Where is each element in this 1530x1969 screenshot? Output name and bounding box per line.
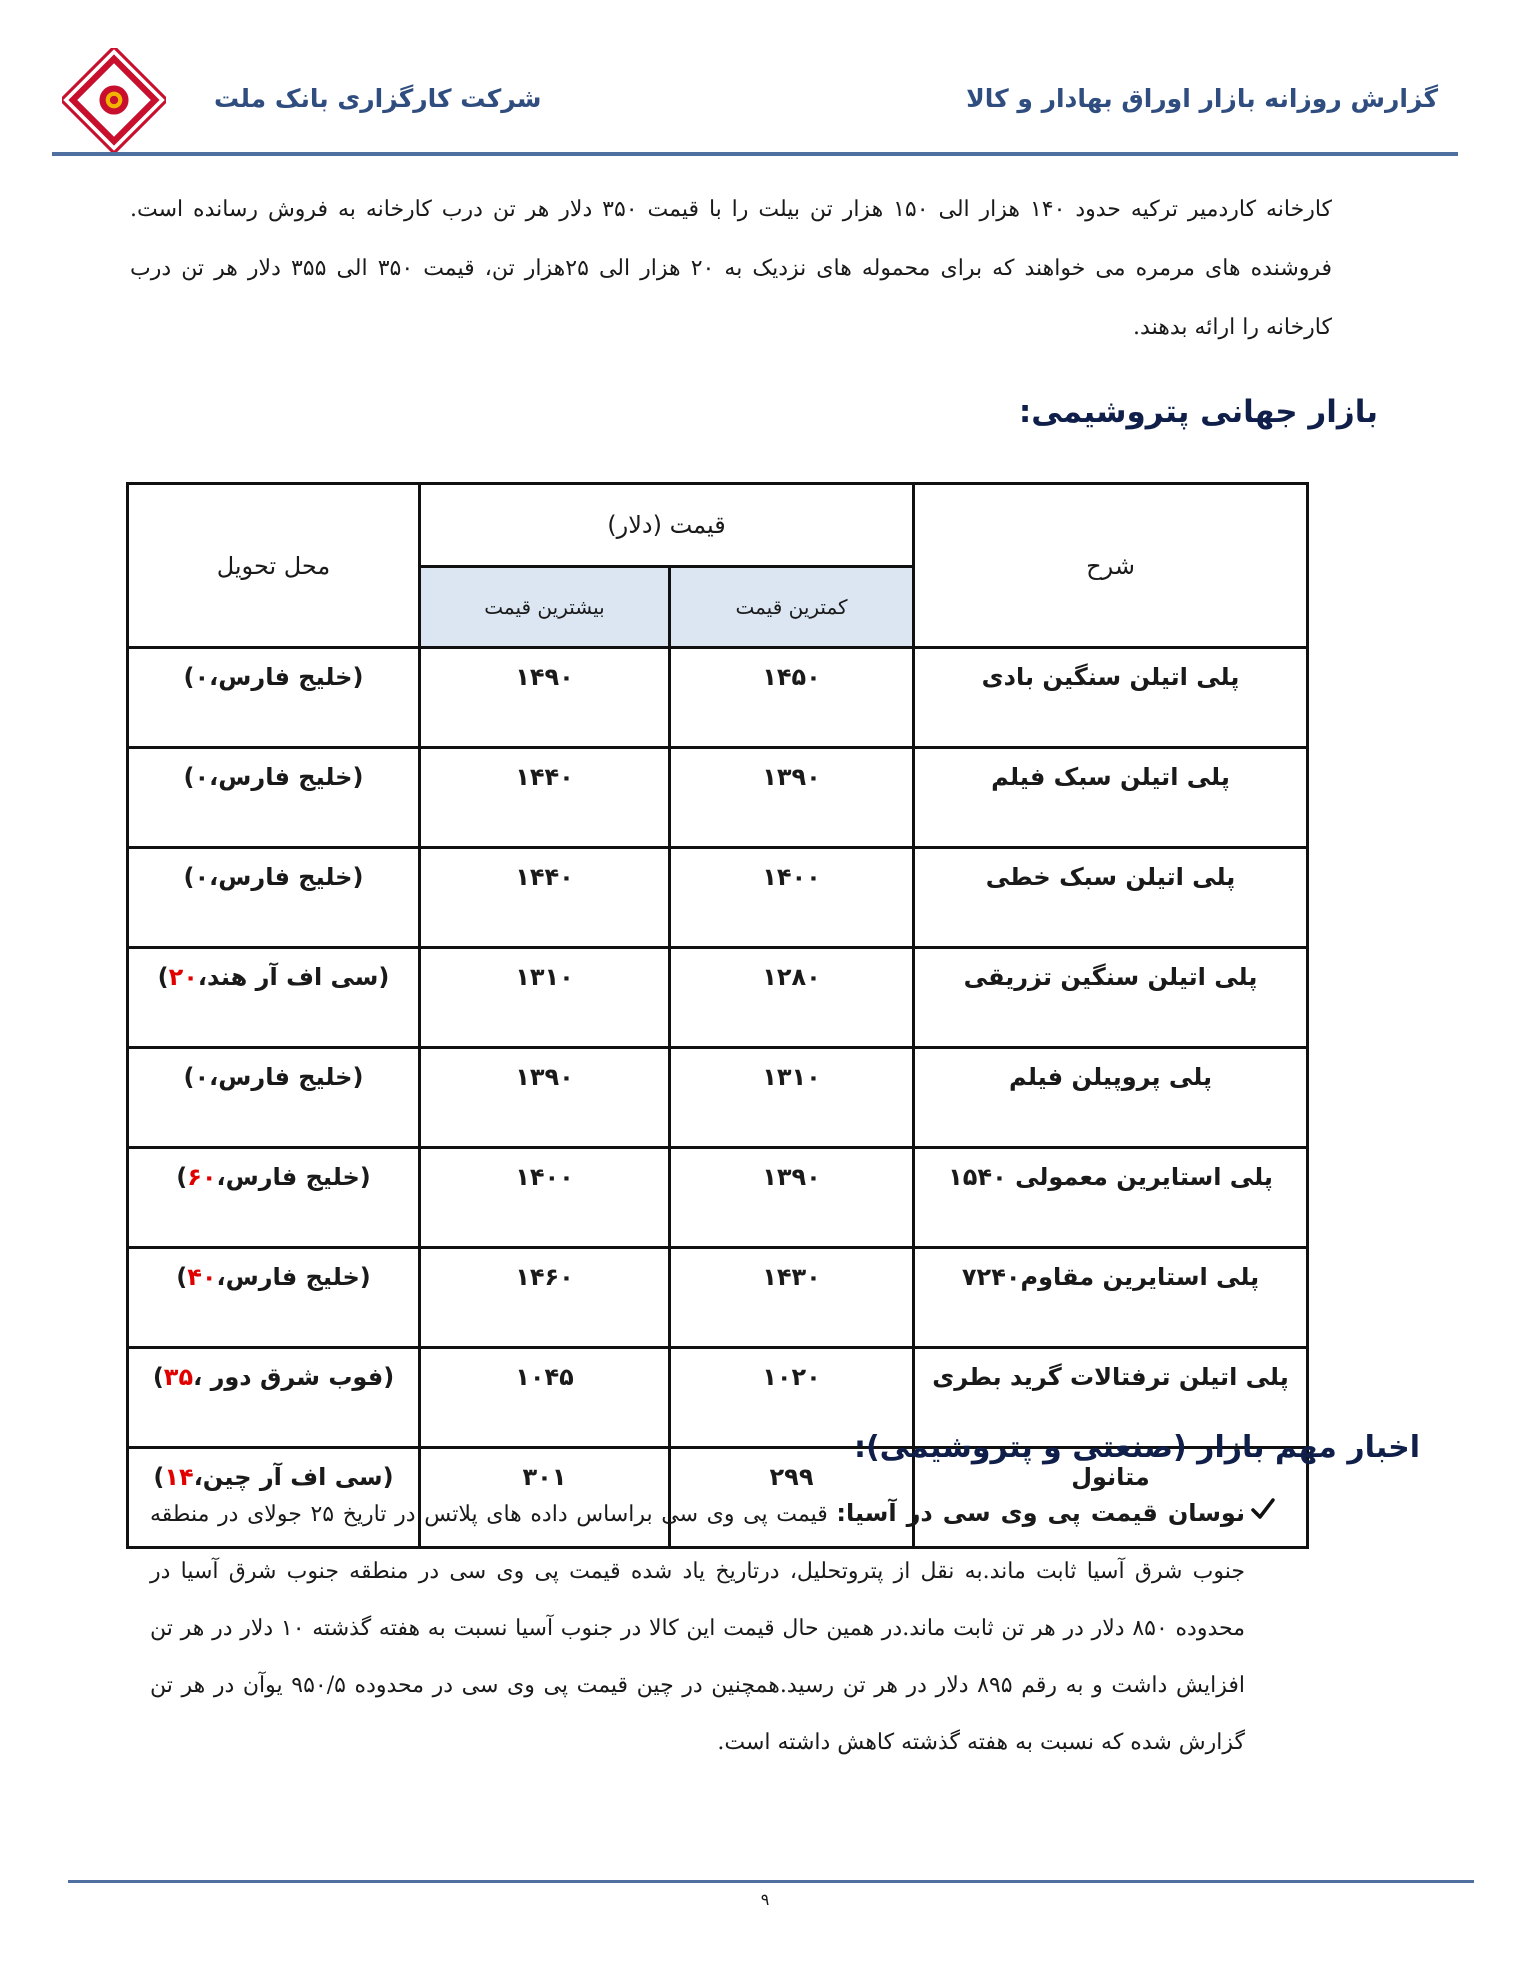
row-max-price: ۱۴۴۰ — [420, 848, 670, 948]
delivery-place: (خلیج فارس، — [209, 1063, 364, 1091]
delivery-number: ۱۴ — [164, 1463, 194, 1491]
bank-mellat-logo-icon — [62, 48, 166, 152]
delivery-number: ۶۰ — [187, 1163, 217, 1191]
delivery-close: ) — [157, 963, 169, 991]
delivery-number: ۳۵ — [163, 1363, 194, 1391]
row-delivery — [128, 848, 420, 948]
delivery-number: ۰ — [194, 763, 210, 791]
table-body — [128, 648, 1308, 1548]
row-min-price: ۱۲۸۰ — [670, 948, 914, 1048]
row-min-price: ۱۳۹۰ — [670, 748, 914, 848]
row-max-price: ۱۴۰۰ — [420, 1148, 670, 1248]
news-item-body: قیمت پی وی سی براساس داده های پلاتس در تاریخ ۲۵ جولای در منطقه جنوب شرق آسیا ثابت ماند.به نقل از پتروتحلیل، درتاریخ یاد شده قیمت پی وی سی در منطقه جنوب شرق آسیا در محدوده ۸۵۰ دلار در هر تن ثابت ماند.در همین حال قیمت این کالا در جنوب آسیا نسبت به هفته گذشته ۱۰ دلار در هر تن افزایش داشت و به رقم ۸۹۵ دلار در هر تن رسید.همچنین در چین قیمت پی وی سی در محدوده ۹۵۰/۵ یوآن در هر تن گزارش شده که نسبت به هفته گذشته کاهش داشته است. — [150, 1502, 1245, 1755]
table-row — [128, 1048, 1308, 1148]
delivery-place: (خلیج فارس، — [209, 763, 364, 791]
row-name: پلی اتیلن سنگین بادی — [914, 648, 1308, 748]
delivery-number: ۴۰ — [187, 1263, 217, 1291]
delivery-place: (سی اف آر چین، — [193, 1463, 394, 1491]
table-row — [128, 848, 1308, 948]
report-title: گزارش روزانه بازار اوراق بهادار و کالا — [966, 84, 1438, 113]
delivery-number: ۰ — [194, 663, 210, 691]
row-name: پلی اتیلن سبک خطی — [914, 848, 1308, 948]
row-min-price: ۱۳۱۰ — [670, 1048, 914, 1148]
section-title: بازار جهانی پتروشیمی: — [1018, 394, 1378, 430]
news-item — [150, 1485, 1245, 1771]
header-delivery: محل تحویل — [128, 484, 420, 648]
row-delivery — [128, 1248, 420, 1348]
row-name: پلی اتیلن سنگین تزریقی — [914, 948, 1308, 1048]
delivery-close: ) — [183, 863, 195, 891]
row-min-price: ۱۰۲۰ — [670, 1348, 914, 1448]
row-delivery — [128, 1048, 420, 1148]
row-delivery — [128, 648, 420, 748]
row-max-price: ۱۳۹۰ — [420, 1048, 670, 1148]
row-delivery — [128, 948, 420, 1048]
page-header — [0, 0, 1530, 160]
row-min-price: ۱۳۹۰ — [670, 1148, 914, 1248]
row-name: پلی اتیلن ترفتالات گرید بطری — [914, 1348, 1308, 1448]
delivery-close: ) — [183, 1063, 195, 1091]
row-min-price: ۲۹۹ — [670, 1448, 914, 1548]
news-item-heading: نوسان قیمت پی وی سی در آسیا: — [836, 1499, 1245, 1527]
header-max-price: بیشترین قیمت — [420, 567, 670, 648]
company-name: شرکت کارگزاری بانک ملت — [214, 84, 542, 113]
row-min-price: ۱۴۵۰ — [670, 648, 914, 748]
row-name: متانول — [914, 1448, 1308, 1548]
delivery-close: ) — [183, 763, 195, 791]
footer-divider — [68, 1880, 1474, 1883]
delivery-number: ۰ — [194, 1063, 210, 1091]
delivery-close: ) — [176, 1163, 188, 1191]
header-divider — [52, 152, 1458, 156]
delivery-place: (خلیج فارس، — [209, 663, 364, 691]
row-max-price: ۱۴۴۰ — [420, 748, 670, 848]
table-row — [128, 1148, 1308, 1248]
delivery-place: (سی اف آر هند، — [197, 963, 390, 991]
header-description: شرح — [914, 484, 1308, 648]
delivery-number: ۲۰ — [168, 963, 198, 991]
delivery-close: ) — [153, 1463, 165, 1491]
delivery-close: ) — [176, 1263, 188, 1291]
delivery-number: ۰ — [194, 863, 210, 891]
delivery-place: (خلیج فارس، — [216, 1263, 371, 1291]
news-title: اخبار مهم بازار (صنعتی و پتروشیمی): — [853, 1430, 1420, 1465]
delivery-place: (فوب شرق دور ، — [193, 1363, 395, 1391]
row-delivery — [128, 1348, 420, 1448]
row-name: پلی استایرین مقاوم۷۲۴۰ — [914, 1248, 1308, 1348]
table-row — [128, 748, 1308, 848]
delivery-close: ) — [152, 1363, 164, 1391]
row-min-price: ۱۴۳۰ — [670, 1248, 914, 1348]
delivery-close: ) — [183, 663, 195, 691]
row-max-price: ۳۰۱ — [420, 1448, 670, 1548]
page-number: ۹ — [760, 1890, 770, 1909]
row-delivery — [128, 748, 420, 848]
row-max-price: ۱۴۶۰ — [420, 1248, 670, 1348]
delivery-place: (خلیج فارس، — [209, 863, 364, 891]
row-name: پلی استایرین معمولی ۱۵۴۰ — [914, 1148, 1308, 1248]
row-name: پلی اتیلن سبک فیلم — [914, 748, 1308, 848]
checkmark-icon — [1250, 1496, 1276, 1522]
row-delivery — [128, 1148, 420, 1248]
table-row — [128, 648, 1308, 748]
row-max-price: ۱۰۴۵ — [420, 1348, 670, 1448]
header-min-price: کمترین قیمت — [670, 567, 914, 648]
intro-paragraph: کارخانه کاردمیر ترکیه حدود ۱۴۰ هزار الی ۱۵۰ هزار تن بیلت را با قیمت ۳۵۰ دلار هر تن درب کارخانه به فروش رسانده است. فروشنده های مرمره می خواهند که برای محموله های نزدیک به ۲۰ هزار الی ۲۵هزار تن، قیمت ۳۵۰ الی ۳۵۵ دلار هر تن درب کارخانه را ارائه بدهند. — [130, 197, 1333, 340]
row-name: پلی پروپیلن فیلم — [914, 1048, 1308, 1148]
delivery-place: (خلیج فارس، — [216, 1163, 371, 1191]
table-row — [128, 948, 1308, 1048]
table-row — [128, 1248, 1308, 1348]
row-max-price: ۱۳۱۰ — [420, 948, 670, 1048]
header-price-group: قیمت (دلار) — [420, 484, 914, 567]
row-max-price: ۱۴۹۰ — [420, 648, 670, 748]
petrochemical-price-table — [126, 482, 1309, 1549]
row-min-price: ۱۴۰۰ — [670, 848, 914, 948]
